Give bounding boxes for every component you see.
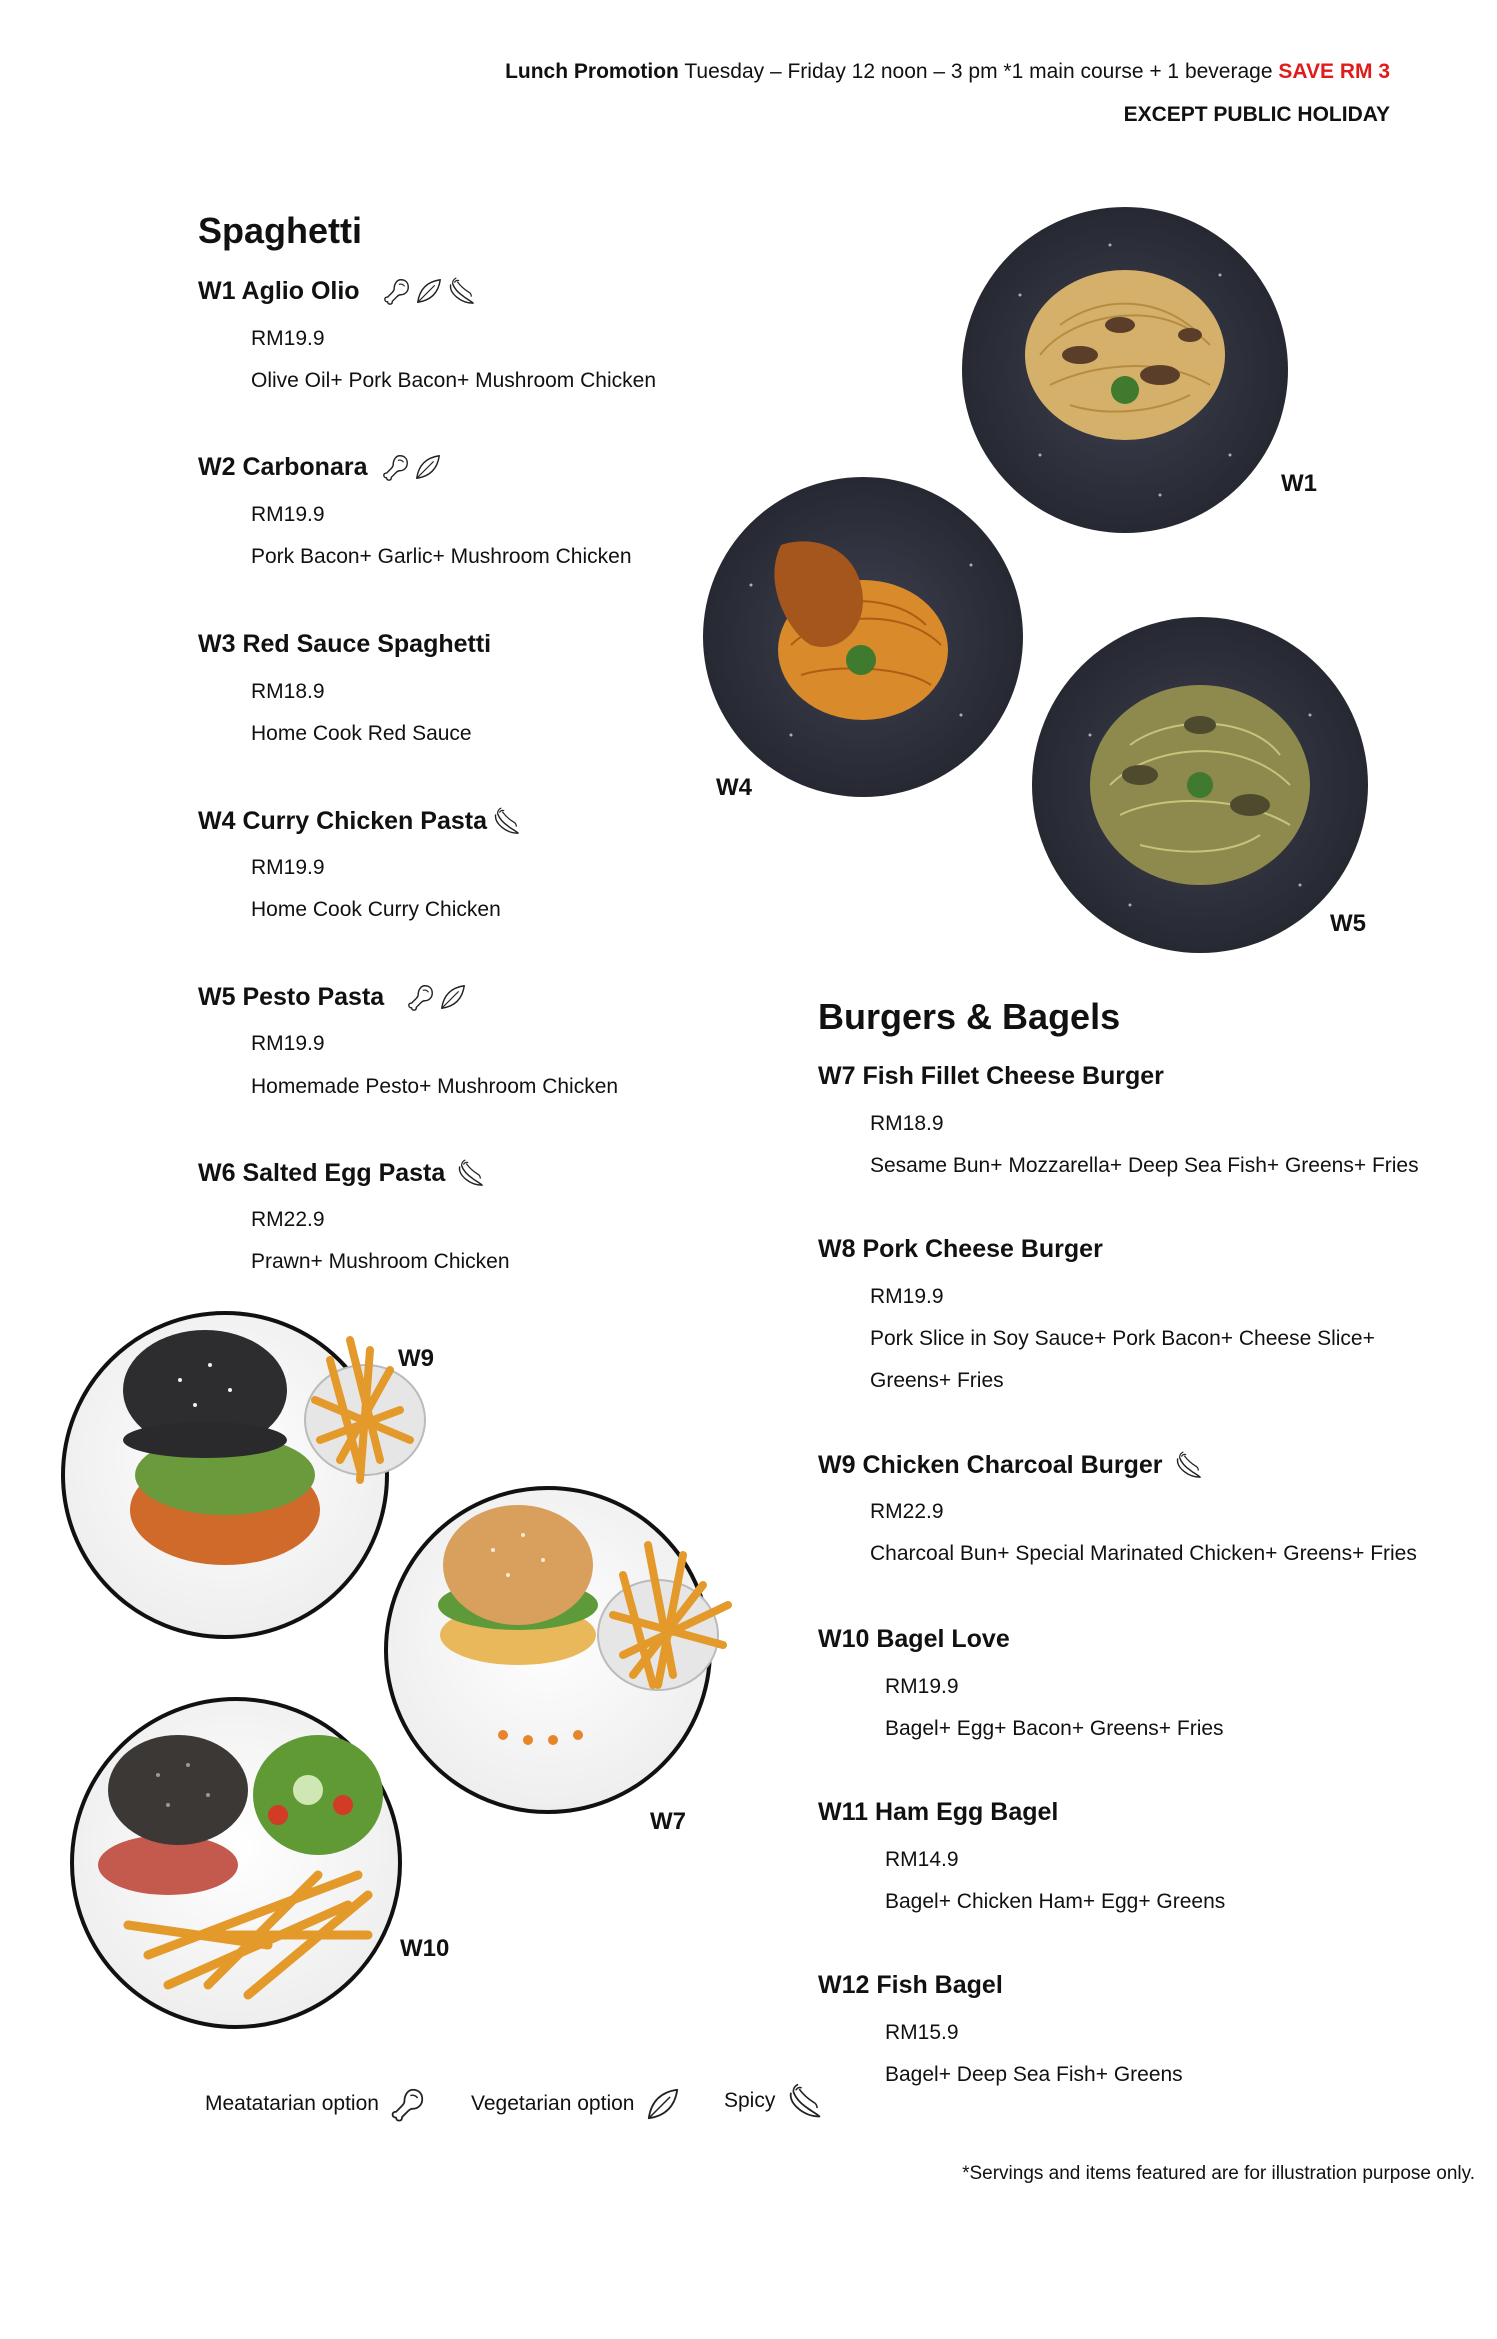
item-price: RM18.9 — [251, 680, 325, 703]
drumstick-icon — [389, 2085, 427, 2123]
item-price: RM19.9 — [251, 503, 325, 526]
menu-item-w10 — [818, 1625, 1010, 1654]
item-name: W7 Fish Fillet Cheese Burger — [818, 1062, 1164, 1090]
menu-item-w11 — [818, 1798, 1058, 1827]
item-price: RM15.9 — [885, 2021, 959, 2044]
w7-burger-photo — [383, 1485, 753, 1815]
legend-veg-label: Vegetarian option — [471, 2092, 635, 2115]
menu-item-w3 — [198, 630, 491, 659]
item-desc-line2: Greens+ Fries — [870, 1369, 1004, 1392]
w4-label: W4 — [716, 774, 752, 801]
w7-label: W7 — [650, 1808, 686, 1835]
item-desc: Pork Bacon+ Garlic+ Mushroom Chicken — [251, 545, 632, 568]
promo-details: Tuesday – Friday 12 noon – 3 pm *1 main course + 1 beverage — [684, 60, 1273, 83]
item-price: RM22.9 — [251, 1208, 325, 1231]
legend-spicy-label: Spicy — [724, 2089, 776, 2112]
menu-item-w7 — [818, 1062, 1164, 1091]
item-desc: Prawn+ Mushroom Chicken — [251, 1250, 510, 1273]
chili-icon — [785, 2082, 823, 2120]
chili-icon — [455, 1158, 485, 1188]
menu-item-w12 — [818, 1971, 1003, 2000]
item-desc: Homemade Pesto+ Mushroom Chicken — [251, 1075, 619, 1098]
item-desc: Bagel+ Egg+ Bacon+ Greens+ Fries — [885, 1717, 1224, 1740]
legend-spicy — [724, 2082, 823, 2120]
item-name: W4 Curry Chicken Pasta — [198, 806, 487, 835]
item-name: W5 Pesto Pasta — [198, 982, 385, 1011]
item-desc: Bagel+ Deep Sea Fish+ Greens — [885, 2063, 1183, 2086]
promo-save: SAVE RM 3 — [1278, 60, 1390, 83]
w9-label: W9 — [398, 1345, 434, 1372]
item-name: W12 Fish Bagel — [818, 1971, 1003, 1999]
menu-item-w2 — [198, 452, 443, 482]
item-price: RM19.9 — [251, 1032, 325, 1055]
menu-item-w8 — [818, 1235, 1103, 1264]
item-price: RM19.9 — [251, 856, 325, 879]
promo-label: Lunch Promotion — [505, 60, 679, 83]
menu-item-w5 — [198, 982, 468, 1012]
item-name: W1 Aglio Olio — [198, 276, 360, 305]
leaf-icon — [413, 452, 443, 482]
w10-label: W10 — [400, 1935, 450, 1962]
item-name: W10 Bagel Love — [818, 1625, 1010, 1653]
item-desc: Pork Slice in Soy Sauce+ Pork Bacon+ Cheese Slice+ — [870, 1327, 1375, 1350]
w5-label: W5 — [1330, 910, 1366, 937]
item-price: RM19.9 — [870, 1285, 944, 1308]
w1-label: W1 — [1281, 470, 1317, 497]
burgers-title: Burgers & Bagels — [818, 996, 1121, 1037]
spaghetti-title: Spaghetti — [198, 210, 363, 251]
legend-veg — [471, 2085, 682, 2123]
w10-bagel-photo — [68, 1695, 408, 2035]
footnote: *Servings and items featured are for illustration purpose only. — [962, 2163, 1475, 2184]
chili-icon — [491, 806, 521, 836]
item-name: W6 Salted Egg Pasta — [198, 1158, 446, 1187]
item-name: W2 Carbonara — [198, 452, 368, 481]
promo-line — [505, 60, 1390, 84]
item-price: RM14.9 — [885, 1848, 959, 1871]
menu-item-w9 — [818, 1450, 1203, 1480]
item-price: RM18.9 — [870, 1112, 944, 1135]
drumstick-icon — [406, 982, 436, 1012]
w5-pasta-photo — [1030, 615, 1370, 955]
legend-meat-label: Meatatarian option — [205, 2092, 379, 2115]
promo-note: EXCEPT PUBLIC HOLIDAY — [1123, 103, 1390, 126]
w4-pasta-photo — [701, 475, 1026, 800]
item-desc: Home Cook Red Sauce — [251, 722, 472, 745]
item-name: W3 Red Sauce Spaghetti — [198, 630, 492, 658]
chili-icon — [1173, 1450, 1203, 1480]
item-desc: Bagel+ Chicken Ham+ Egg+ Greens — [885, 1890, 1226, 1913]
menu-item-w4 — [198, 806, 521, 836]
leaf-icon — [438, 982, 468, 1012]
menu-item-w6 — [198, 1158, 485, 1188]
drumstick-icon — [381, 452, 411, 482]
item-name: W9 Chicken Charcoal Burger — [818, 1450, 1163, 1479]
item-desc: Olive Oil+ Pork Bacon+ Mushroom Chicken — [251, 369, 656, 392]
legend-meat — [205, 2085, 427, 2123]
menu-item-w1 — [198, 276, 476, 306]
item-price: RM19.9 — [885, 1675, 959, 1698]
leaf-icon — [414, 276, 444, 306]
item-price: RM19.9 — [251, 327, 325, 350]
item-price: RM22.9 — [870, 1500, 944, 1523]
item-desc: Home Cook Curry Chicken — [251, 898, 501, 921]
drumstick-icon — [382, 276, 412, 306]
leaf-icon — [644, 2085, 682, 2123]
item-name: W8 Pork Cheese Burger — [818, 1235, 1103, 1263]
item-desc: Charcoal Bun+ Special Marinated Chicken+ Greens+ Fries — [870, 1542, 1417, 1565]
item-desc: Sesame Bun+ Mozzarella+ Deep Sea Fish+ Greens+ Fries — [870, 1154, 1419, 1177]
chili-icon — [446, 276, 476, 306]
item-name: W11 Ham Egg Bagel — [818, 1798, 1059, 1826]
